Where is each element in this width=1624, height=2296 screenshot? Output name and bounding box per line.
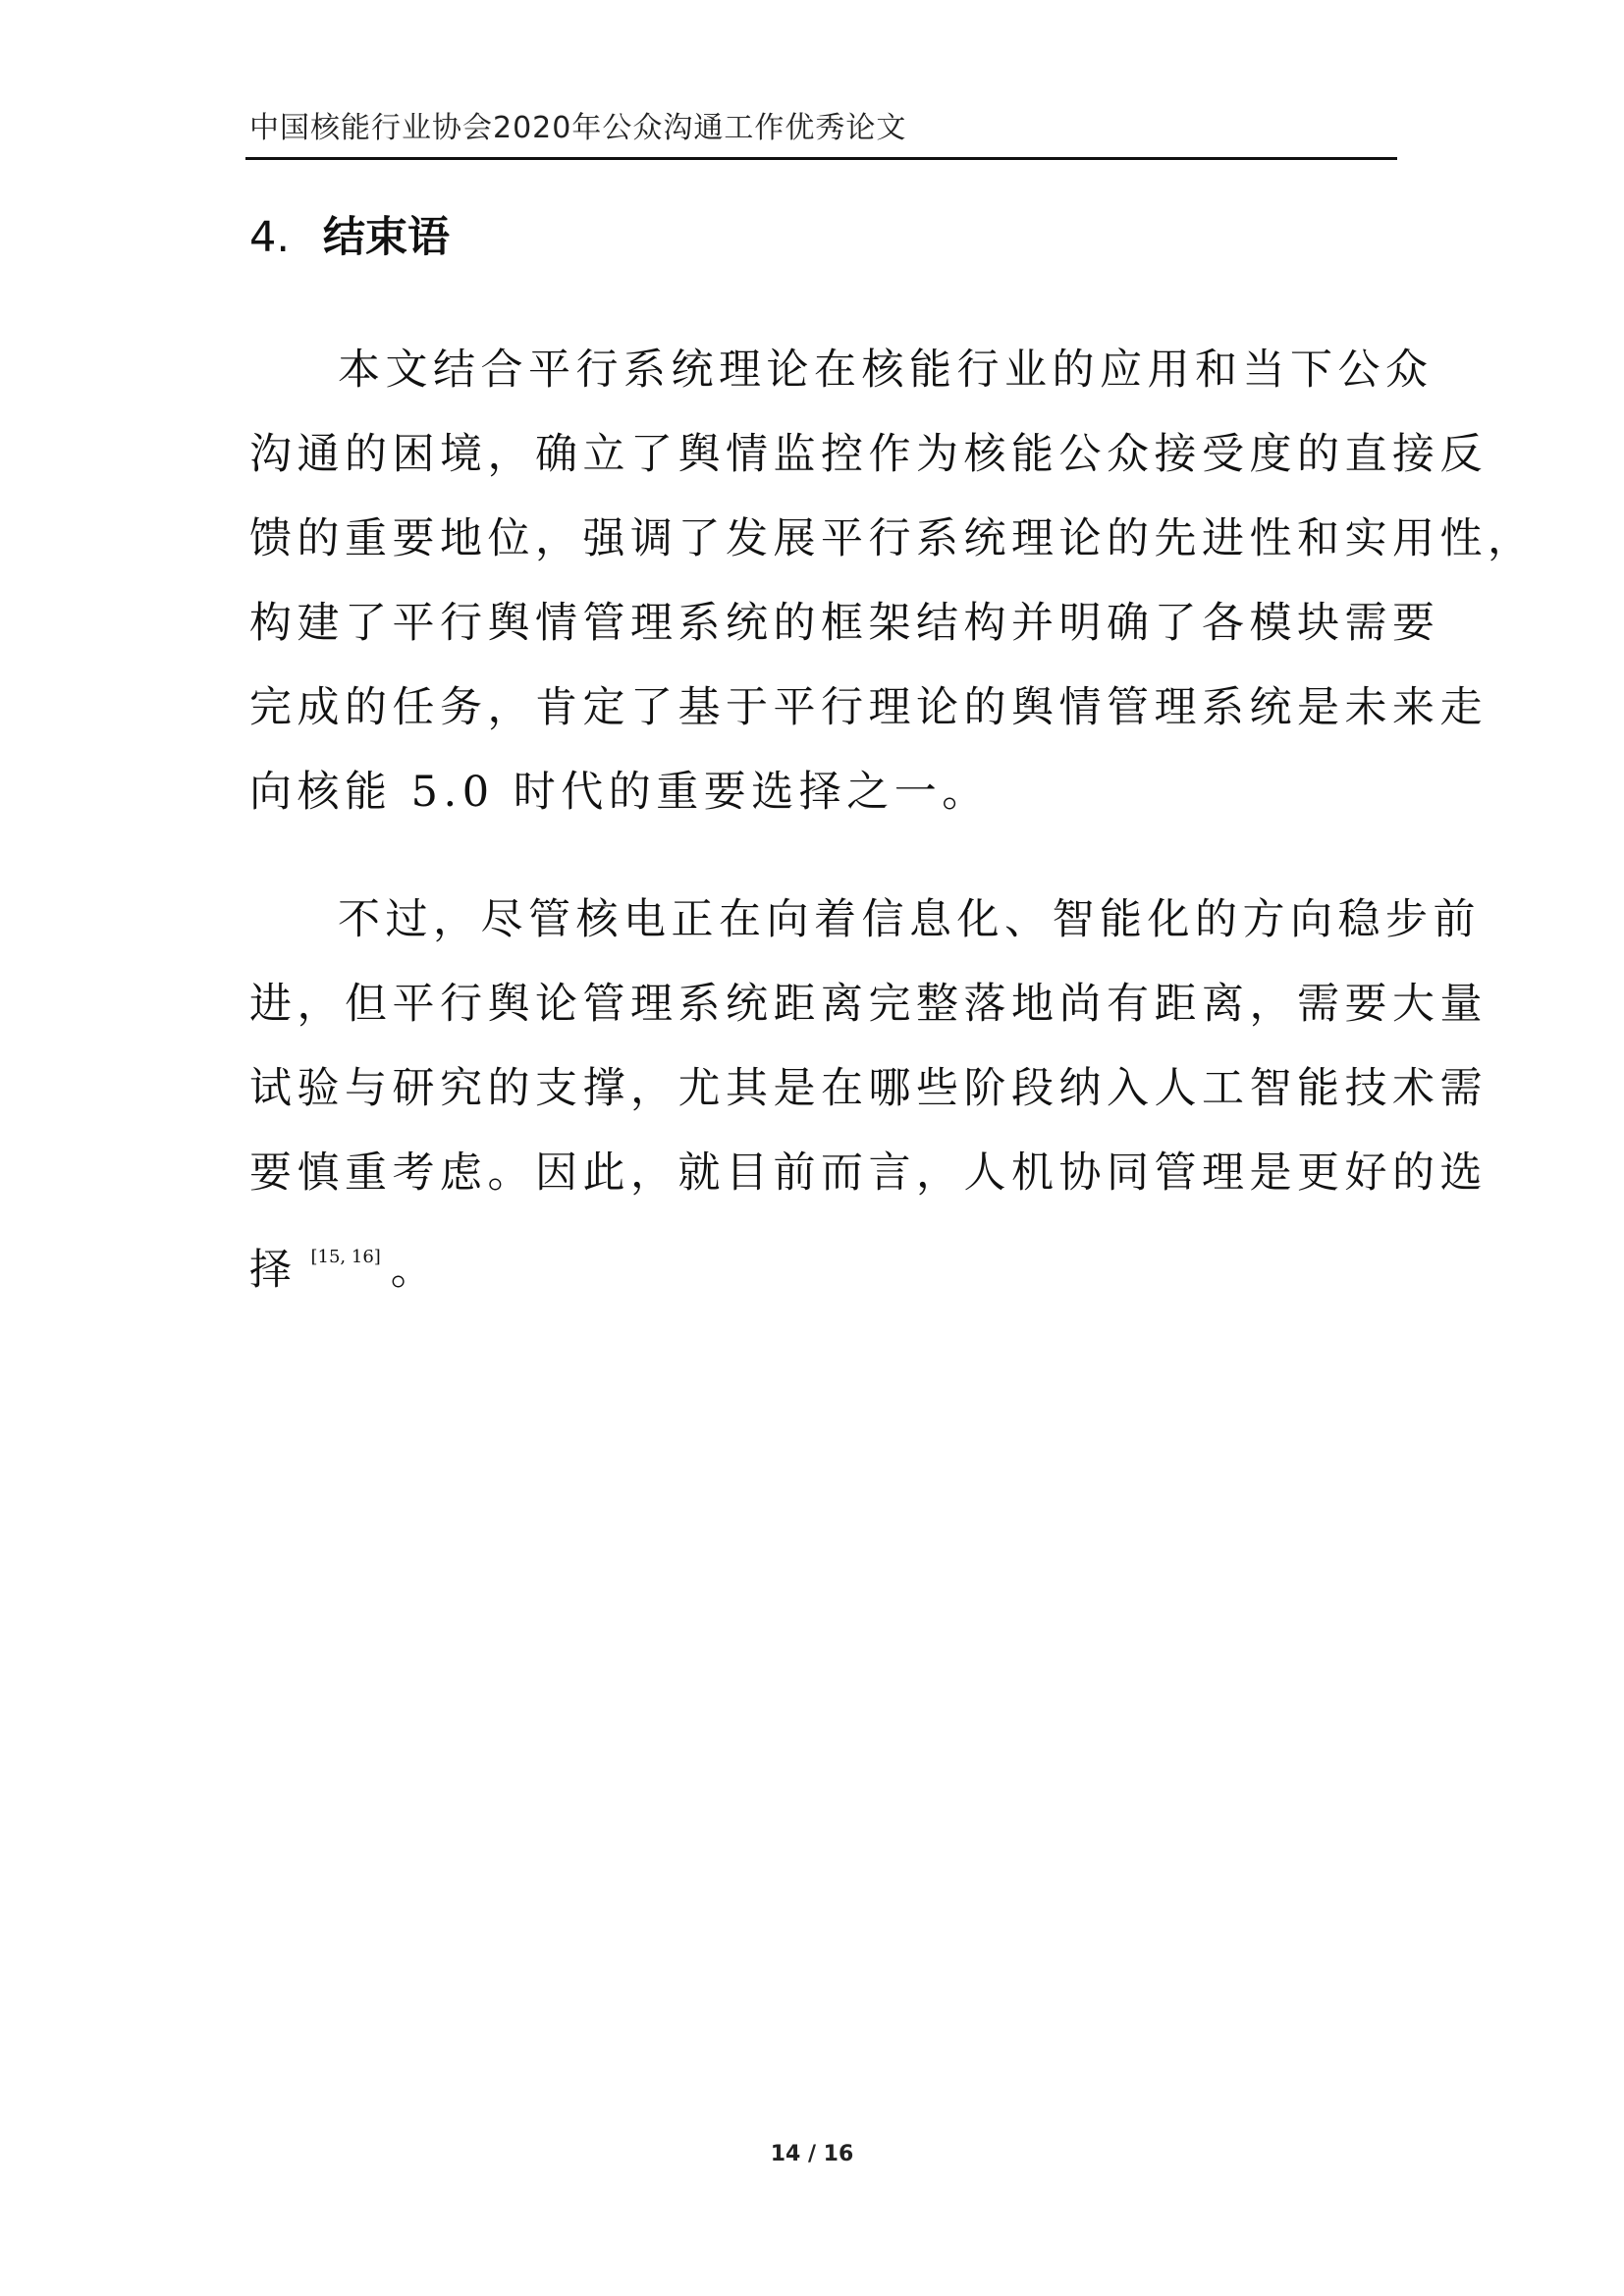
paragraph-1-line-5: 完成的任务，肯定了基于平行理论的舆情管理系统是未来走 <box>249 683 1488 732</box>
section-number: 4. <box>249 213 291 262</box>
paragraph-2-line-1: 不过，尽管核电正在向着信息化、智能化的方向稳步前 <box>338 895 1481 944</box>
paragraph-1-line-4: 构建了平行舆情管理系统的框架结构并明确了各模块需要 <box>249 599 1440 648</box>
section-heading <box>249 208 450 267</box>
page-header: 中国核能行业协会2020年公众沟通工作优秀论文 <box>249 111 907 145</box>
header-divider <box>245 157 1397 160</box>
paragraph-2-line-4: 要慎重考虑。因此，就目前而言，人机协同管理是更好的选 <box>249 1148 1488 1198</box>
paragraph-2-line-2: 进，但平行舆论管理系统距离完整落地尚有距离，需要大量 <box>249 980 1488 1029</box>
page-number: 14 / 16 <box>770 2142 854 2166</box>
paragraph-2-line-3: 试验与研究的支撑，尤其是在哪些阶段纳入人工智能技术需 <box>249 1064 1488 1113</box>
paragraph-1-line-3: 馈的重要地位，强调了发展平行系统理论的先进性和实用性， <box>249 514 1536 563</box>
section-title: 结束语 <box>323 213 451 262</box>
paragraph-1-line-6: 向核能 5.0 时代的重要选择之一。 <box>249 768 990 817</box>
citation-reference: [15, 16] <box>310 1247 381 1267</box>
paragraph-2-end-punctuation: 。 <box>390 1246 439 1295</box>
paragraph-1-line-2: 沟通的困境，确立了舆情监控作为核能公众接受度的直接反 <box>249 430 1488 479</box>
paragraph-1-line-1: 本文结合平行系统理论在核能行业的应用和当下公众 <box>338 346 1434 395</box>
paragraph-2-last-text: 择 <box>249 1246 298 1295</box>
paragraph-2-line-5 <box>249 1228 1403 1300</box>
